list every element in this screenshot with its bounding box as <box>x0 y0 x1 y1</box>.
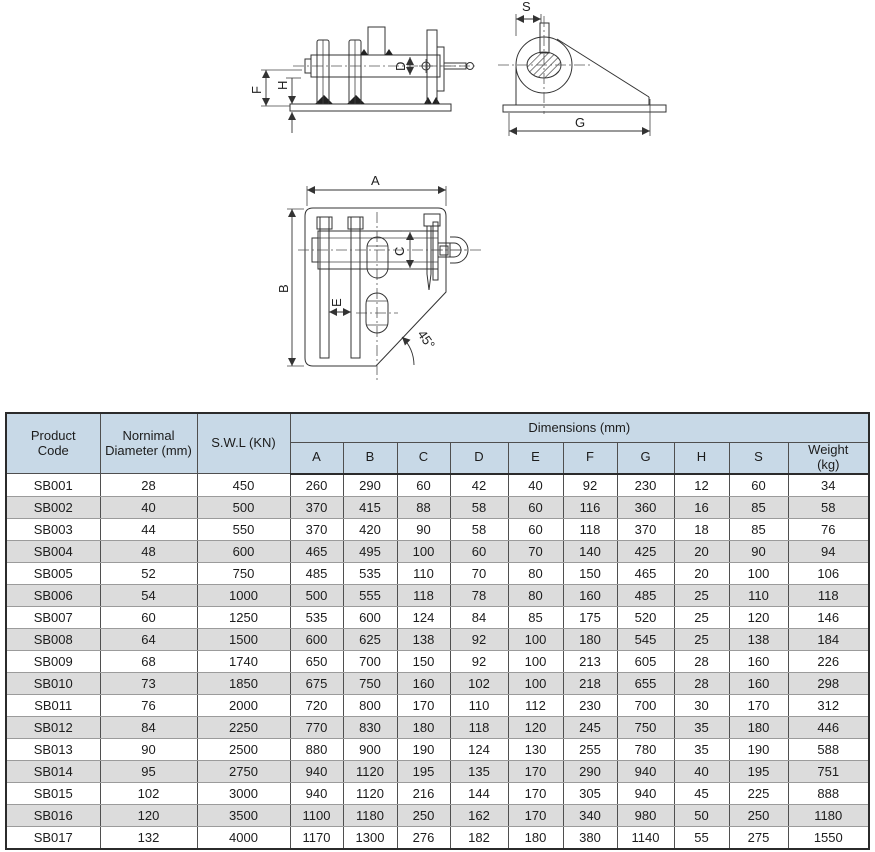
table-cell: 600 <box>343 606 397 628</box>
table-cell: 160 <box>563 584 617 606</box>
header-nominal-line1: Nornimal <box>122 427 175 443</box>
table-cell: 600 <box>197 540 290 562</box>
table-cell: 106 <box>788 562 869 584</box>
table-cell: 276 <box>397 826 450 849</box>
cell-product-code: SB014 <box>6 760 100 782</box>
table-cell: 190 <box>729 738 788 760</box>
dimensions-table <box>5 412 870 850</box>
header-weight <box>788 443 869 474</box>
table-row <box>6 672 869 694</box>
cell-product-code: SB001 <box>6 474 100 497</box>
table-cell: 940 <box>290 760 343 782</box>
dim-label-g: G <box>575 115 586 130</box>
table-cell: 360 <box>617 496 674 518</box>
table-cell: 116 <box>563 496 617 518</box>
technical-drawings <box>0 0 875 410</box>
cell-product-code: SB016 <box>6 804 100 826</box>
table-cell: 150 <box>563 562 617 584</box>
table-cell: 1850 <box>197 672 290 694</box>
table-cell: 84 <box>450 606 508 628</box>
table-cell: 485 <box>290 562 343 584</box>
table-cell: 550 <box>197 518 290 540</box>
table-cell: 44 <box>100 518 197 540</box>
table-cell: 260 <box>290 474 343 497</box>
dim-label-s: S <box>522 0 531 14</box>
table-row <box>6 716 869 738</box>
table-cell: 70 <box>508 540 563 562</box>
table-cell: 110 <box>450 694 508 716</box>
table-cell: 1120 <box>343 760 397 782</box>
table-cell: 120 <box>100 804 197 826</box>
table-cell: 124 <box>397 606 450 628</box>
table-cell: 42 <box>450 474 508 497</box>
table-cell: 225 <box>729 782 788 804</box>
table-cell: 2000 <box>197 694 290 716</box>
table-cell: 160 <box>397 672 450 694</box>
table-cell: 54 <box>100 584 197 606</box>
table-row <box>6 782 869 804</box>
table-row <box>6 694 869 716</box>
header-product-code <box>6 413 100 474</box>
dim-label-c: C <box>392 246 407 256</box>
table-cell: 1740 <box>197 650 290 672</box>
table-row <box>6 650 869 672</box>
table-cell: 700 <box>343 650 397 672</box>
table-cell: 245 <box>563 716 617 738</box>
table-cell: 213 <box>563 650 617 672</box>
table-cell: 25 <box>674 584 729 606</box>
table-cell: 60 <box>508 518 563 540</box>
cell-product-code: SB010 <box>6 672 100 694</box>
table-cell: 170 <box>508 760 563 782</box>
table-cell: 370 <box>290 518 343 540</box>
header-swl: S.W.L (KN) <box>197 413 290 474</box>
table-cell: 830 <box>343 716 397 738</box>
table-cell: 750 <box>617 716 674 738</box>
table-cell: 60 <box>450 540 508 562</box>
table-cell: 118 <box>397 584 450 606</box>
table-row <box>6 474 869 497</box>
table-cell: 535 <box>290 606 343 628</box>
dim-label-b: B <box>276 284 291 293</box>
table-cell: 415 <box>343 496 397 518</box>
table-cell: 940 <box>617 760 674 782</box>
table-row <box>6 628 869 650</box>
table-cell: 180 <box>563 628 617 650</box>
table-row <box>6 804 869 826</box>
cell-product-code: SB011 <box>6 694 100 716</box>
header-row-main <box>6 413 869 443</box>
table-cell: 90 <box>397 518 450 540</box>
table-cell: 230 <box>563 694 617 716</box>
table-cell: 100 <box>508 628 563 650</box>
table-cell: 1500 <box>197 628 290 650</box>
table-cell: 92 <box>450 650 508 672</box>
table-cell: 100 <box>508 650 563 672</box>
table-cell: 184 <box>788 628 869 650</box>
table-cell: 250 <box>397 804 450 826</box>
table-cell: 40 <box>674 760 729 782</box>
table-cell: 35 <box>674 716 729 738</box>
table-cell: 255 <box>563 738 617 760</box>
side-view-drawing <box>249 27 478 133</box>
table-cell: 70 <box>450 562 508 584</box>
table-cell: 140 <box>563 540 617 562</box>
table-row <box>6 738 869 760</box>
table-cell: 1100 <box>290 804 343 826</box>
table-cell: 175 <box>563 606 617 628</box>
dim-label-f: F <box>249 86 264 94</box>
table-cell: 95 <box>100 760 197 782</box>
table-cell: 144 <box>450 782 508 804</box>
table-cell: 425 <box>617 540 674 562</box>
table-cell: 465 <box>617 562 674 584</box>
table-cell: 700 <box>617 694 674 716</box>
table-cell: 124 <box>450 738 508 760</box>
table-cell: 25 <box>674 628 729 650</box>
table-cell: 92 <box>450 628 508 650</box>
header-dim-d: D <box>450 443 508 474</box>
table-cell: 102 <box>450 672 508 694</box>
table-cell: 2750 <box>197 760 290 782</box>
header-nominal-line2: Diameter (mm) <box>105 442 192 458</box>
table-body <box>6 474 869 849</box>
table-cell: 20 <box>674 540 729 562</box>
table-cell: 20 <box>674 562 729 584</box>
table-cell: 85 <box>729 496 788 518</box>
table-cell: 58 <box>450 496 508 518</box>
table-cell: 230 <box>617 474 674 497</box>
header-dim-g: G <box>617 443 674 474</box>
table-cell: 980 <box>617 804 674 826</box>
table-row <box>6 562 869 584</box>
cell-product-code: SB004 <box>6 540 100 562</box>
table-cell: 73 <box>100 672 197 694</box>
table-cell: 50 <box>674 804 729 826</box>
table-cell: 2250 <box>197 716 290 738</box>
table-cell: 28 <box>674 650 729 672</box>
table-cell: 76 <box>788 518 869 540</box>
table-cell: 60 <box>397 474 450 497</box>
table-cell: 650 <box>290 650 343 672</box>
cell-product-code: SB002 <box>6 496 100 518</box>
table-cell: 60 <box>508 496 563 518</box>
header-dim-s: S <box>729 443 788 474</box>
table-cell: 110 <box>729 584 788 606</box>
table-cell: 195 <box>397 760 450 782</box>
table-cell: 940 <box>617 782 674 804</box>
table-cell: 170 <box>508 782 563 804</box>
table-cell: 1250 <box>197 606 290 628</box>
table-cell: 1180 <box>343 804 397 826</box>
table-cell: 180 <box>397 716 450 738</box>
table-cell: 58 <box>450 518 508 540</box>
table-cell: 465 <box>290 540 343 562</box>
table-cell: 605 <box>617 650 674 672</box>
table-cell: 290 <box>343 474 397 497</box>
table-cell: 170 <box>397 694 450 716</box>
header-dimensions-span: Dimensions (mm) <box>290 413 869 443</box>
header-product-line2: Code <box>37 442 69 458</box>
table-row <box>6 584 869 606</box>
table-cell: 770 <box>290 716 343 738</box>
header-weight-line1: Weight <box>808 442 849 457</box>
table-cell: 102 <box>100 782 197 804</box>
table-cell: 90 <box>729 540 788 562</box>
drawings-svg <box>0 0 875 410</box>
dimensions-table-wrap <box>5 412 870 850</box>
cell-product-code: SB013 <box>6 738 100 760</box>
table-cell: 750 <box>343 672 397 694</box>
header-dim-e: E <box>508 443 563 474</box>
table-cell: 30 <box>674 694 729 716</box>
header-product-line1: Product <box>30 427 76 443</box>
table-cell: 60 <box>100 606 197 628</box>
table-cell: 28 <box>674 672 729 694</box>
table-cell: 80 <box>508 562 563 584</box>
table-cell: 80 <box>508 584 563 606</box>
table-cell: 130 <box>508 738 563 760</box>
table-cell: 340 <box>563 804 617 826</box>
table-cell: 100 <box>508 672 563 694</box>
table-cell: 170 <box>508 804 563 826</box>
table-cell: 18 <box>674 518 729 540</box>
table-cell: 751 <box>788 760 869 782</box>
table-cell: 120 <box>508 716 563 738</box>
table-cell: 1180 <box>788 804 869 826</box>
table-cell: 190 <box>397 738 450 760</box>
table-cell: 226 <box>788 650 869 672</box>
table-cell: 120 <box>729 606 788 628</box>
table-cell: 305 <box>563 782 617 804</box>
table-cell: 450 <box>197 474 290 497</box>
table-cell: 675 <box>290 672 343 694</box>
table-cell: 138 <box>729 628 788 650</box>
table-cell: 180 <box>508 826 563 849</box>
cell-product-code: SB006 <box>6 584 100 606</box>
table-cell: 138 <box>397 628 450 650</box>
table-cell: 180 <box>729 716 788 738</box>
header-dim-b: B <box>343 443 397 474</box>
table-cell: 800 <box>343 694 397 716</box>
cell-product-code: SB007 <box>6 606 100 628</box>
cell-product-code: SB003 <box>6 518 100 540</box>
dim-label-d: D <box>393 61 408 71</box>
table-cell: 1000 <box>197 584 290 606</box>
table-cell: 535 <box>343 562 397 584</box>
dim-label-e: E <box>329 298 344 307</box>
table-cell: 90 <box>100 738 197 760</box>
table-cell: 40 <box>508 474 563 497</box>
table-cell: 35 <box>674 738 729 760</box>
table-cell: 132 <box>100 826 197 849</box>
table-cell: 55 <box>674 826 729 849</box>
table-cell: 900 <box>343 738 397 760</box>
dim-label-a: A <box>371 173 380 188</box>
table-cell: 1140 <box>617 826 674 849</box>
table-cell: 216 <box>397 782 450 804</box>
table-cell: 495 <box>343 540 397 562</box>
header-dim-c: C <box>397 443 450 474</box>
table-cell: 940 <box>290 782 343 804</box>
table-cell: 162 <box>450 804 508 826</box>
table-row <box>6 540 869 562</box>
table-cell: 720 <box>290 694 343 716</box>
table-cell: 312 <box>788 694 869 716</box>
table-cell: 3000 <box>197 782 290 804</box>
header-dim-a: A <box>290 443 343 474</box>
table-cell: 40 <box>100 496 197 518</box>
header-nominal-diameter <box>100 413 197 474</box>
table-cell: 118 <box>563 518 617 540</box>
table-cell: 78 <box>450 584 508 606</box>
table-cell: 1300 <box>343 826 397 849</box>
table-cell: 2500 <box>197 738 290 760</box>
table-cell: 1170 <box>290 826 343 849</box>
table-cell: 625 <box>343 628 397 650</box>
table-cell: 420 <box>343 518 397 540</box>
table-cell: 94 <box>788 540 869 562</box>
table-cell: 3500 <box>197 804 290 826</box>
table-cell: 135 <box>450 760 508 782</box>
table-row <box>6 606 869 628</box>
table-cell: 25 <box>674 606 729 628</box>
table-cell: 12 <box>674 474 729 497</box>
header-weight-line2: (kg) <box>817 456 840 472</box>
table-cell: 446 <box>788 716 869 738</box>
cell-product-code: SB008 <box>6 628 100 650</box>
table-cell: 118 <box>788 584 869 606</box>
cell-product-code: SB017 <box>6 826 100 849</box>
table-cell: 110 <box>397 562 450 584</box>
table-cell: 500 <box>197 496 290 518</box>
cell-product-code: SB005 <box>6 562 100 584</box>
table-cell: 52 <box>100 562 197 584</box>
table-cell: 1550 <box>788 826 869 849</box>
end-view-drawing <box>498 0 666 136</box>
table-cell: 780 <box>617 738 674 760</box>
table-cell: 16 <box>674 496 729 518</box>
table-cell: 160 <box>729 672 788 694</box>
table-cell: 888 <box>788 782 869 804</box>
table-cell: 64 <box>100 628 197 650</box>
table-cell: 370 <box>290 496 343 518</box>
plan-view-drawing <box>276 173 482 380</box>
table-cell: 48 <box>100 540 197 562</box>
table-cell: 250 <box>729 804 788 826</box>
cell-product-code: SB012 <box>6 716 100 738</box>
table-cell: 880 <box>290 738 343 760</box>
table-cell: 112 <box>508 694 563 716</box>
table-cell: 1120 <box>343 782 397 804</box>
table-row <box>6 518 869 540</box>
table-cell: 218 <box>563 672 617 694</box>
table-cell: 76 <box>100 694 197 716</box>
table-row <box>6 826 869 849</box>
table-cell: 4000 <box>197 826 290 849</box>
table-cell: 100 <box>729 562 788 584</box>
cell-product-code: SB009 <box>6 650 100 672</box>
header-dim-f: F <box>563 443 617 474</box>
dim-label-angle: 45° <box>414 327 439 352</box>
table-cell: 750 <box>197 562 290 584</box>
table-cell: 88 <box>397 496 450 518</box>
dim-label-h: H <box>275 80 290 90</box>
table-cell: 170 <box>729 694 788 716</box>
table-cell: 555 <box>343 584 397 606</box>
table-cell: 485 <box>617 584 674 606</box>
table-cell: 60 <box>729 474 788 497</box>
table-cell: 85 <box>729 518 788 540</box>
table-cell: 380 <box>563 826 617 849</box>
table-cell: 545 <box>617 628 674 650</box>
table-cell: 655 <box>617 672 674 694</box>
table-cell: 195 <box>729 760 788 782</box>
table-cell: 370 <box>617 518 674 540</box>
table-cell: 28 <box>100 474 197 497</box>
table-cell: 100 <box>397 540 450 562</box>
table-cell: 84 <box>100 716 197 738</box>
header-dim-h: H <box>674 443 729 474</box>
table-cell: 85 <box>508 606 563 628</box>
table-cell: 118 <box>450 716 508 738</box>
table-cell: 58 <box>788 496 869 518</box>
table-cell: 34 <box>788 474 869 497</box>
cell-product-code: SB015 <box>6 782 100 804</box>
table-cell: 500 <box>290 584 343 606</box>
table-cell: 298 <box>788 672 869 694</box>
table-cell: 290 <box>563 760 617 782</box>
table-cell: 45 <box>674 782 729 804</box>
table-cell: 92 <box>563 474 617 497</box>
table-cell: 588 <box>788 738 869 760</box>
table-cell: 160 <box>729 650 788 672</box>
table-cell: 182 <box>450 826 508 849</box>
table-cell: 600 <box>290 628 343 650</box>
table-cell: 146 <box>788 606 869 628</box>
table-cell: 68 <box>100 650 197 672</box>
table-cell: 520 <box>617 606 674 628</box>
table-cell: 150 <box>397 650 450 672</box>
table-row <box>6 496 869 518</box>
table-row <box>6 760 869 782</box>
table-cell: 275 <box>729 826 788 849</box>
